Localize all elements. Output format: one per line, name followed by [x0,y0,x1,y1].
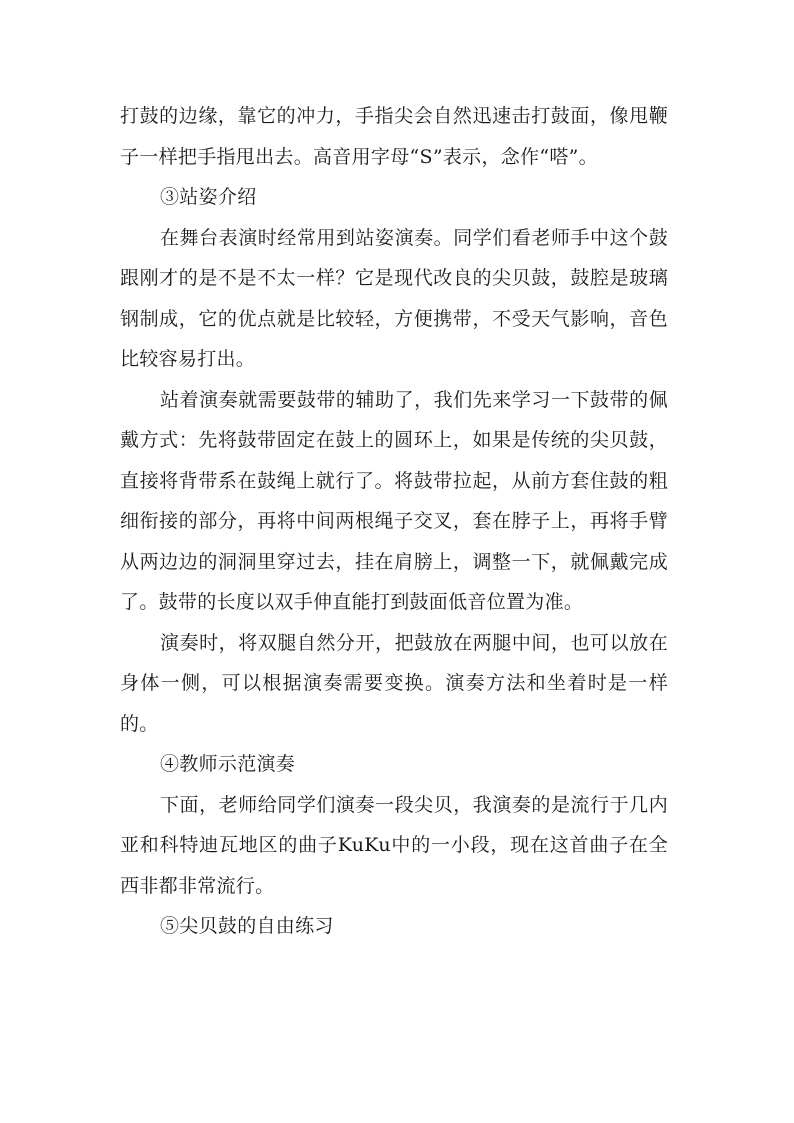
section-heading-teacher-demo: ④教师示范演奏 [160,753,296,775]
section-heading-free-practice: ⑤尖贝鼓的自由练习 [160,915,334,937]
paragraph-drum-strap: 站着演奏就需要鼓带的辅助了，我们先来学习一下鼓带的佩戴方式：先将鼓带固定在鼓上的圆环上，如果是传统的尖贝鼓，直接将背带系在鼓绳上就行了。将鼓带拉起，从前方套住鼓的粗细衔接的部分，再将中间两根绳子交叉，套在脖子上，再将手臂从两边边的洞洞里穿过去，挂在肩膀上，调整一下，就佩戴完成了。鼓带的长度以双手伸直能打到鼓面低音位置为准。 [120,388,668,613]
section-heading-standing-posture: ③站姿介绍 [160,186,257,208]
paragraph-standing-technique: 演奏时，将双腿自然分开，把鼓放在两腿中间，也可以放在身体一侧，可以根据演奏需要变换。演奏方法和坐着时是一样的。 [120,631,668,735]
document-body [120,96,668,947]
paragraph-high-tone-technique: 打鼓的边缘，靠它的冲力，手指尖会自然迅速击打鼓面，像甩鞭子一样把手指甩出去。高音用字母“S”表示，念作“嗒”。 [120,105,668,168]
paragraph-stage-performance: 在舞台表演时经常用到站姿演奏。同学们看老师手中这个鼓跟刚才的是不是不太一样？它是现代改良的尖贝鼓，鼓腔是玻璃钢制成，它的优点就是比较轻，方便携带，不受天气影响，音色比较容易打出。 [120,226,668,370]
paragraph-kuku-demo: 下面，老师给同学们演奏一段尖贝，我演奏的是流行于几内亚和科特迪瓦地区的曲子KuKu中的一小段，现在这首曲子在全西非都非常流行。 [120,793,668,897]
